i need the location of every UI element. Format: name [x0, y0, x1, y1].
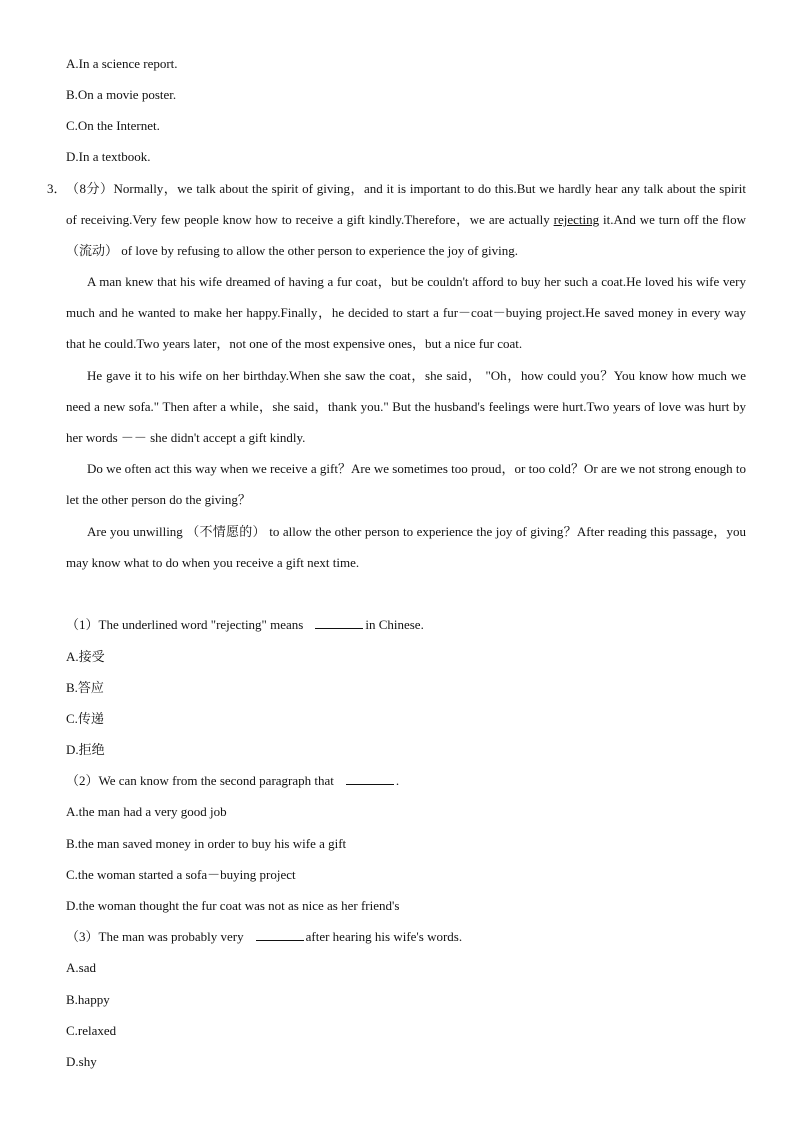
sub1-option-c: C.传递 [66, 711, 104, 726]
sub3-suffix: after hearing his wife's words. [305, 929, 463, 944]
sub1-prefix: （1）The underlined word "rejecting" means [66, 617, 304, 632]
sub2-suffix: . [395, 773, 400, 788]
sub2-option-d: D.the woman thought the fur coat was not as nice as her friend's [66, 898, 400, 913]
sub3-prefix: （3）The man was probably very [66, 929, 244, 944]
passage-paragraph-3: He gave it to his wife on her birthday.When she saw the coat，she said， "Oh，how could you？You know how much we need a new sofa." Then after a while，she said，thank you." But the husband's feelings were hurt.Two years of love was hurt by her words －－ she didn't accept a gift kindly. [66, 368, 746, 446]
question-number: 3． [47, 181, 67, 196]
sub1-option-b: B.答应 [66, 680, 104, 695]
sub-question-3 [66, 928, 462, 946]
prev-option-b: B.On a movie poster. [66, 87, 177, 102]
sub2-option-a: A.the man had a very good job [66, 804, 227, 819]
sub2-prefix: （2）We can know from the second paragraph that [66, 773, 334, 788]
sub1-suffix: in Chinese. [365, 617, 424, 632]
sub3-option-b: B.happy [66, 992, 110, 1007]
sub1-option-a: A.接受 [66, 649, 105, 664]
sub1-option-d: D.拒绝 [66, 742, 105, 757]
question-score: （8分） [66, 181, 114, 196]
answer-blank-3[interactable] [256, 940, 304, 941]
sub2-option-b: B.the man saved money in order to buy his wife a gift [66, 836, 347, 851]
sub-question-2 [66, 772, 399, 790]
answer-blank-1[interactable] [315, 628, 363, 629]
passage-paragraph-5: Are you unwilling （不情愿的） to allow the other person to experience the joy of giving？After reading this passage，you may know what to do when you receive a gift next time. [66, 524, 746, 571]
p1-after: it.And we turn off the flow （流动） of love by refusing to allow the other person to experience the joy of giving. [66, 212, 746, 259]
passage-paragraph-2: A man knew that his wife dreamed of having a fur coat，but be couldn't afford to buy her such a coat.He loved his wife very much and he wanted to make her happy.Finally，he decided to start a fur－coat－buying project.He saved money in every way that he could.Two years later，not one of the most expensive ones，but a nice fur coat. [66, 274, 746, 352]
passage-paragraph-4: Do we often act this way when we receive a gift？Are we sometimes too proud，or too cold？Or are we not strong enough to let the other person do the giving？ [66, 461, 746, 508]
sub-question-1 [66, 616, 424, 634]
sub3-option-d: D.shy [66, 1054, 97, 1069]
sub3-option-c: C.relaxed [66, 1023, 117, 1038]
sub2-option-c: C.the woman started a sofa－buying project [66, 867, 296, 882]
passage-paragraph-1 [66, 173, 746, 267]
underlined-word: rejecting [553, 212, 600, 228]
prev-option-c: C.On the Internet. [66, 118, 160, 133]
prev-option-d: D.In a textbook. [66, 149, 151, 164]
prev-option-a: A.In a science report. [66, 56, 178, 71]
p1-before: Normally，we talk about the spirit of giving，and it is important to do this.But we hardly hear any talk about the spirit of receiving.Very few people know how to receive a gift kindly.Therefore，we are actually [66, 181, 746, 228]
sub3-option-a: A.sad [66, 960, 96, 975]
answer-blank-2[interactable] [346, 784, 394, 785]
